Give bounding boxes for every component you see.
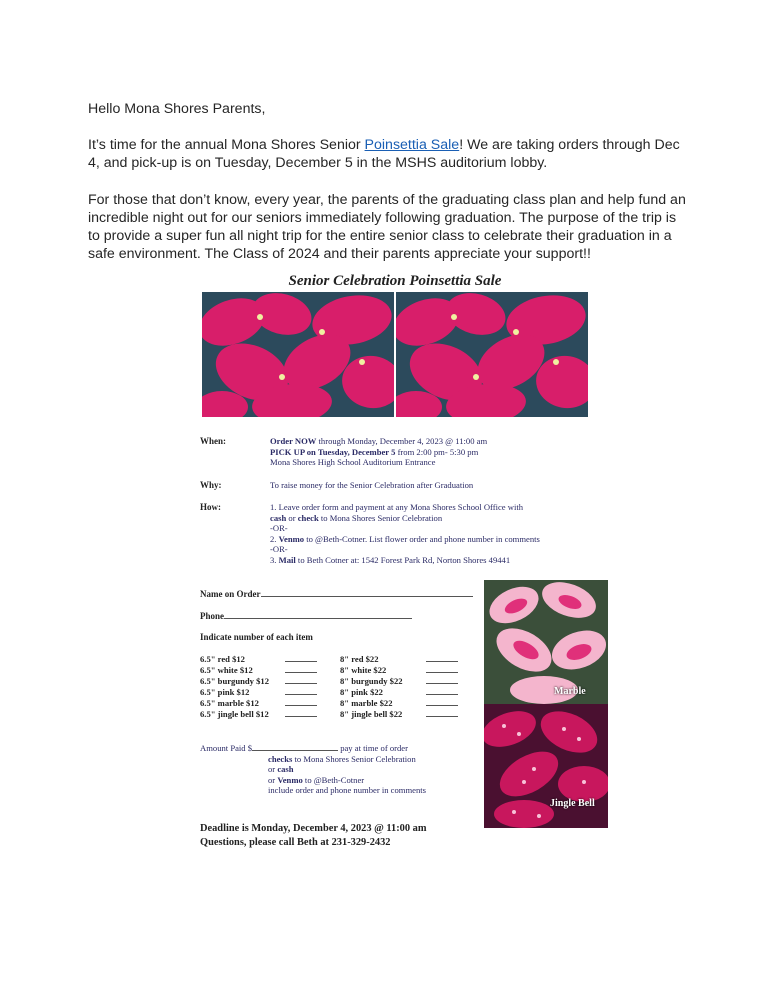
quantity-line[interactable]	[285, 661, 317, 662]
venmo-details: to @Beth-Cotner. List flower order and phone number in comments	[304, 533, 540, 544]
intro-text: It’s time for the annual Mona Shores Senior	[88, 137, 365, 154]
pickup-location: Mona Shores High School Auditorium Entrance	[270, 457, 436, 468]
phone-label: Phone	[200, 611, 225, 621]
poinsettia-photo-left	[202, 292, 394, 417]
mail-text: Mail	[278, 554, 296, 565]
quantity-line[interactable]	[285, 716, 317, 717]
marble-caption: Marble	[554, 686, 586, 697]
venmo-option: Venmo	[277, 774, 303, 785]
cash-option: cash	[277, 764, 294, 775]
quantity-line[interactable]	[426, 672, 458, 673]
order-item-label: 8" pink $22	[340, 687, 383, 697]
cash-text: cash	[270, 512, 287, 523]
order-item-row	[200, 687, 325, 698]
order-item-row	[200, 698, 325, 709]
deadline-block	[200, 822, 427, 850]
order-item-row	[200, 665, 325, 676]
deadline-text: Deadline is Monday, December 4, 2023 @ 11:00 am	[200, 823, 427, 834]
order-item-label: 6.5" burgundy $12	[200, 676, 270, 686]
quantity-line[interactable]	[426, 705, 458, 706]
how-details	[270, 502, 600, 566]
order-item-label: 8" marble $22	[340, 698, 393, 708]
marble-poinsettia-photo	[484, 580, 608, 704]
or-divider-1: -OR-	[270, 523, 288, 534]
pickup-time-text: from 2:00 pm- 5:30 pm	[395, 446, 479, 457]
mail-address: to Beth Cotner at: 1542 Forest Park Rd, Norton Shores 49441	[295, 554, 511, 565]
check-text: check	[297, 512, 319, 523]
amount-paid-line[interactable]	[252, 750, 338, 751]
name-line[interactable]	[261, 596, 473, 597]
or-divider-2: -OR-	[270, 544, 288, 555]
step-2-num: 2.	[270, 533, 279, 544]
pickup-text: PICK UP on Tuesday, December 5	[270, 446, 396, 457]
order-item-row	[340, 698, 465, 709]
quantity-line[interactable]	[285, 705, 317, 706]
order-deadline-text: through Monday, December 4, 2023 @ 11:00 am	[316, 436, 488, 446]
phone-field[interactable]	[200, 611, 412, 621]
quantity-line[interactable]	[285, 694, 317, 695]
order-item-label: 8" white $22	[340, 665, 387, 675]
pay-time-text: pay at time of order	[338, 743, 408, 753]
checks-payee: to Mona Shores Senior Celebration	[292, 753, 416, 764]
items-left-list	[200, 654, 325, 720]
indicate-heading: Indicate number of each item	[200, 632, 313, 642]
purpose-paragraph: For those that don’t know, every year, the parents of the graduating class plan and help fund an incredible night out for our seniors immediately following graduation. The purpose of the trip is to provide a super fun all night trip for the entire senior class to celebrate their graduation in a safe environment. The Class of 2024 and their parents appreciate your support!!	[88, 192, 686, 263]
checks-text: checks	[268, 753, 293, 764]
jingle-bell-poinsettia-photo	[484, 704, 608, 828]
phone-line[interactable]	[224, 618, 412, 619]
quantity-line[interactable]	[426, 716, 458, 717]
order-item-label: 6.5" red $12	[200, 654, 245, 664]
order-item-row	[200, 676, 325, 687]
order-item-row	[340, 687, 465, 698]
quantity-line[interactable]	[285, 683, 317, 684]
order-item-label: 6.5" pink $12	[200, 687, 250, 697]
why-text: To raise money for the Senior Celebration after Graduation	[270, 480, 474, 490]
order-item-row	[340, 654, 465, 665]
flyer-title: Senior Celebration Poinsettia Sale	[288, 273, 502, 289]
questions-text: Questions, please call Beth at 231-329-2432	[200, 837, 391, 848]
or-text: or	[286, 512, 298, 523]
comments-note: include order and phone number in comments	[268, 785, 426, 796]
intro-text-after: ! We are taking orders through Dec 4, and pick-up is on Tuesday, December 5 in the MSHS auditorium lobby.	[88, 137, 680, 172]
order-item-label: 6.5" jingle bell $12	[200, 709, 269, 719]
name-on-order-label: Name on Order	[200, 589, 261, 599]
payee-text: to Mona Shores Senior Celebration	[318, 512, 443, 523]
venmo-handle: to @Beth-Cotner	[302, 774, 365, 785]
how-step-1: 1. Leave order form and payment at any Mona Shores School Office with	[270, 502, 524, 512]
order-item-label: 6.5" marble $12	[200, 698, 259, 708]
order-item-row	[340, 709, 465, 720]
amount-paid-label: Amount Paid $	[200, 743, 253, 753]
name-on-order-field[interactable]	[200, 589, 473, 599]
quantity-line[interactable]	[426, 683, 458, 684]
or-text: or	[268, 774, 278, 785]
quantity-line[interactable]	[285, 672, 317, 673]
quantity-line[interactable]	[426, 694, 458, 695]
order-item-row	[200, 709, 325, 720]
order-item-row	[340, 676, 465, 687]
quantity-line[interactable]	[426, 661, 458, 662]
order-item-label: 8" red $22	[340, 654, 379, 664]
when-label: When:	[200, 436, 227, 446]
jingle-bell-caption: Jingle Bell	[550, 798, 595, 809]
payment-block	[200, 743, 470, 796]
order-now-text: Order NOW	[270, 436, 317, 446]
poinsettia-sale-link[interactable]: Poinsettia Sale	[364, 137, 460, 154]
intro-paragraph	[88, 136, 688, 172]
order-item-label: 8" burgundy $22	[340, 676, 403, 686]
how-label: How:	[200, 502, 221, 512]
poinsettia-photo-right	[396, 292, 588, 417]
step-3-num: 3.	[270, 554, 279, 565]
venmo-text: Venmo	[278, 533, 305, 544]
order-item-label: 6.5" white $12	[200, 665, 253, 675]
order-item-label: 8" jingle bell $22	[340, 709, 403, 719]
or-text: or	[268, 764, 278, 775]
order-item-row	[340, 665, 465, 676]
why-label: Why:	[200, 480, 222, 490]
order-item-row	[200, 654, 325, 665]
items-right-list	[340, 654, 465, 720]
greeting: Hello Mona Shores Parents,	[88, 101, 266, 118]
when-details	[270, 436, 600, 468]
